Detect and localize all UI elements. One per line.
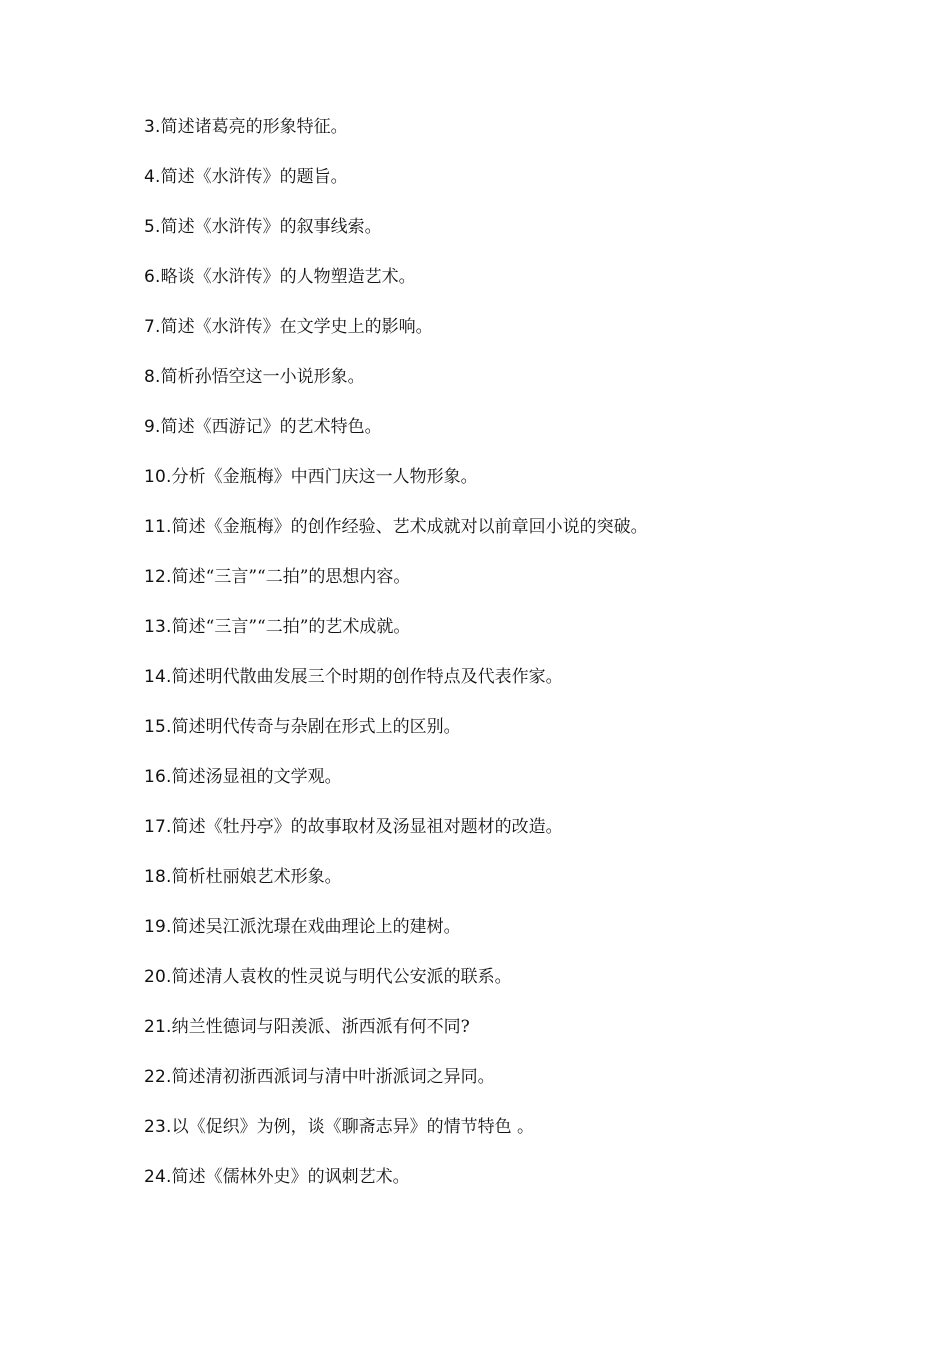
question-text: 简述汤显祖的文学观。	[171, 767, 342, 787]
question-item	[144, 1114, 884, 1164]
question-number: 3.	[144, 117, 161, 137]
question-number: 8.	[144, 367, 161, 387]
question-number: 14.	[144, 667, 172, 687]
question-item	[144, 964, 884, 1014]
question-number: 13.	[144, 617, 172, 637]
question-number: 6.	[144, 267, 161, 287]
question-item	[144, 1014, 884, 1064]
question-text: 简述吴江派沈璟在戏曲理论上的建树。	[171, 917, 461, 937]
question-number: 7.	[144, 317, 161, 337]
question-item	[144, 214, 884, 264]
question-text: 简述《水浒传》在文学史上的影响。	[160, 317, 433, 337]
question-text: 简析孙悟空这一小说形象。	[160, 367, 365, 387]
question-item	[144, 164, 884, 214]
question-item	[144, 814, 884, 864]
question-number: 9.	[144, 417, 161, 437]
question-item	[144, 364, 884, 414]
question-number: 5.	[144, 217, 161, 237]
question-number: 24.	[144, 1167, 172, 1187]
question-list	[144, 114, 884, 1214]
question-text: 纳兰性德词与阳羡派、浙西派有何不同?	[171, 1017, 470, 1037]
question-item	[144, 264, 884, 314]
question-number: 12.	[144, 567, 172, 587]
question-text: 简述《金瓶梅》的创作经验、艺术成就对以前章回小说的突破。	[171, 517, 648, 537]
question-number: 23.	[144, 1117, 172, 1137]
question-number: 22.	[144, 1067, 172, 1087]
question-text: 简述《水浒传》的叙事线索。	[160, 217, 382, 237]
question-item	[144, 914, 884, 964]
question-item	[144, 864, 884, 914]
question-text: 略谈《水浒传》的人物塑造艺术。	[160, 267, 416, 287]
question-text: 简述《牡丹亭》的故事取材及汤显祖对题材的改造。	[171, 817, 563, 837]
question-item	[144, 114, 884, 164]
question-item	[144, 414, 884, 464]
question-item	[144, 664, 884, 714]
question-item	[144, 564, 884, 614]
question-number: 17.	[144, 817, 172, 837]
question-text: 简述“三言”“二拍”的思想内容。	[171, 567, 411, 587]
question-item	[144, 314, 884, 364]
question-text: 简述《儒林外史》的讽刺艺术。	[171, 1167, 410, 1187]
question-number: 11.	[144, 517, 172, 537]
question-item	[144, 514, 884, 564]
question-text: 分析《金瓶梅》中西门庆这一人物形象。	[171, 467, 478, 487]
question-item	[144, 764, 884, 814]
question-item	[144, 714, 884, 764]
question-number: 19.	[144, 917, 172, 937]
question-text: 简析杜丽娘艺术形象。	[171, 867, 342, 887]
question-text: 简述《水浒传》的题旨。	[160, 167, 348, 187]
question-number: 16.	[144, 767, 172, 787]
question-number: 10.	[144, 467, 172, 487]
question-text: 简述清初浙西派词与清中叶浙派词之异同。	[171, 1067, 495, 1087]
question-text: 简述明代散曲发展三个时期的创作特点及代表作家。	[171, 667, 563, 687]
question-text: 以《促织》为例，谈《聊斋志异》的情节特色 。	[171, 1117, 535, 1137]
question-text: 简述诸葛亮的形象特征。	[160, 117, 348, 137]
question-text: 简述明代传奇与杂剧在形式上的区别。	[171, 717, 461, 737]
question-item	[144, 614, 884, 664]
question-number: 21.	[144, 1017, 172, 1037]
question-number: 15.	[144, 717, 172, 737]
question-number: 18.	[144, 867, 172, 887]
question-item	[144, 1064, 884, 1114]
question-text: 简述《西游记》的艺术特色。	[160, 417, 382, 437]
question-item	[144, 1164, 884, 1214]
question-number: 20.	[144, 967, 172, 987]
question-number: 4.	[144, 167, 161, 187]
question-text: 简述清人袁枚的性灵说与明代公安派的联系。	[171, 967, 512, 987]
question-text: 简述“三言”“二拍”的艺术成就。	[171, 617, 411, 637]
question-item	[144, 464, 884, 514]
